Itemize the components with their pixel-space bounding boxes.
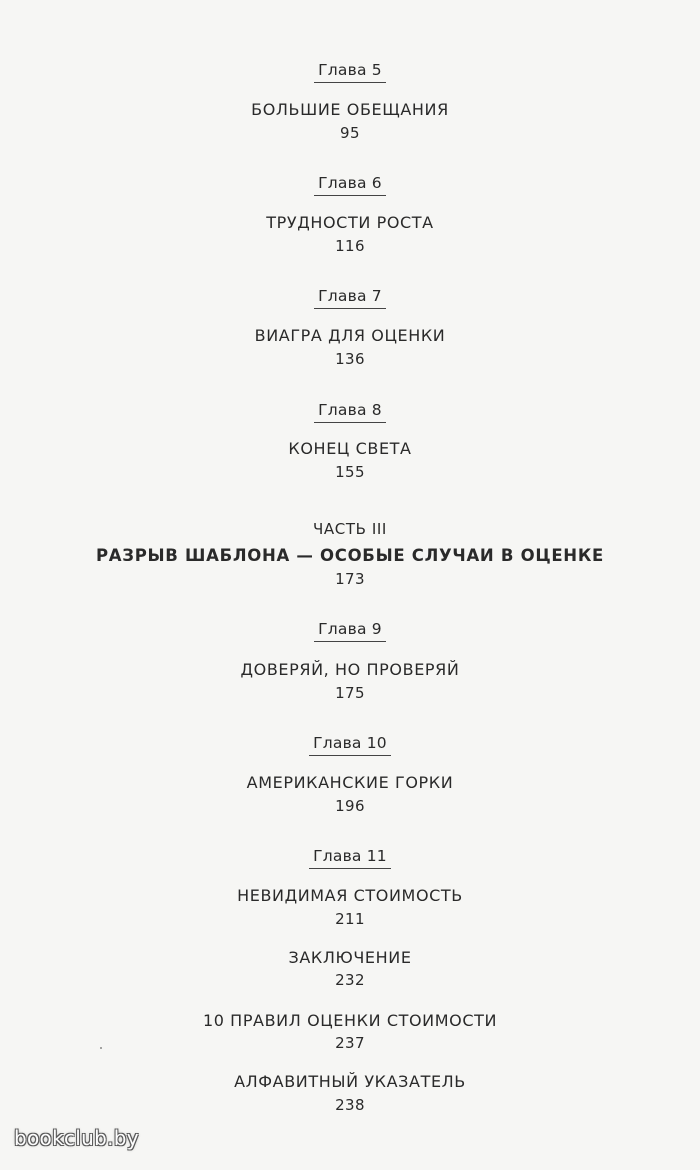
chapter-label: Глава 9 bbox=[0, 622, 700, 642]
chapter-label: Глава 7 bbox=[0, 289, 700, 309]
page-number: 196 bbox=[335, 797, 365, 815]
chapter-title: БОЛЬШИЕ ОБЕЩАНИЯ bbox=[251, 100, 449, 119]
section-title: 10 ПРАВИЛ ОЦЕНКИ СТОИМОСТИ bbox=[202, 1011, 498, 1030]
page-number: 95 bbox=[340, 124, 360, 142]
chapter-title: ТРУДНОСТИ РОСТА bbox=[266, 213, 434, 232]
page-number: 232 bbox=[335, 971, 365, 989]
watermark: bookclub.by bbox=[14, 1126, 139, 1150]
page-number: 238 bbox=[335, 1096, 365, 1114]
chapter-label: Глава 8 bbox=[0, 403, 700, 423]
chapter-title: ДОВЕРЯЙ, НО ПРОВЕРЯЙ bbox=[240, 660, 460, 679]
page-number: 173 bbox=[335, 570, 365, 588]
page-number: 136 bbox=[335, 350, 365, 368]
chapter-label: Глава 10 bbox=[0, 736, 700, 756]
chapter-title: КОНЕЦ СВЕТА bbox=[288, 439, 412, 458]
chapter-label: Глава 5 bbox=[0, 63, 700, 83]
chapter-title: НЕВИДИМАЯ СТОИМОСТЬ bbox=[237, 886, 463, 905]
scan-speck bbox=[100, 1047, 102, 1049]
chapter-title: ВИАГРА ДЛЯ ОЦЕНКИ bbox=[254, 326, 446, 345]
part-title: РАЗРЫВ ШАБЛОНА — ОСОБЫЕ СЛУЧАИ В ОЦЕНКЕ bbox=[96, 546, 604, 565]
chapter-title: АМЕРИКАНСКИЕ ГОРКИ bbox=[246, 773, 454, 792]
section-title: АЛФАВИТНЫЙ УКАЗАТЕЛЬ bbox=[234, 1072, 466, 1091]
part-label: ЧАСТЬ III bbox=[313, 520, 387, 538]
page-number: 155 bbox=[335, 463, 365, 481]
section-title: ЗАКЛЮЧЕНИЕ bbox=[288, 948, 412, 967]
page-number: 175 bbox=[335, 684, 365, 702]
page-number: 211 bbox=[335, 910, 365, 928]
page-number: 116 bbox=[335, 237, 365, 255]
page-number: 237 bbox=[335, 1034, 365, 1052]
chapter-label: Глава 6 bbox=[0, 176, 700, 196]
chapter-label: Глава 11 bbox=[0, 849, 700, 869]
